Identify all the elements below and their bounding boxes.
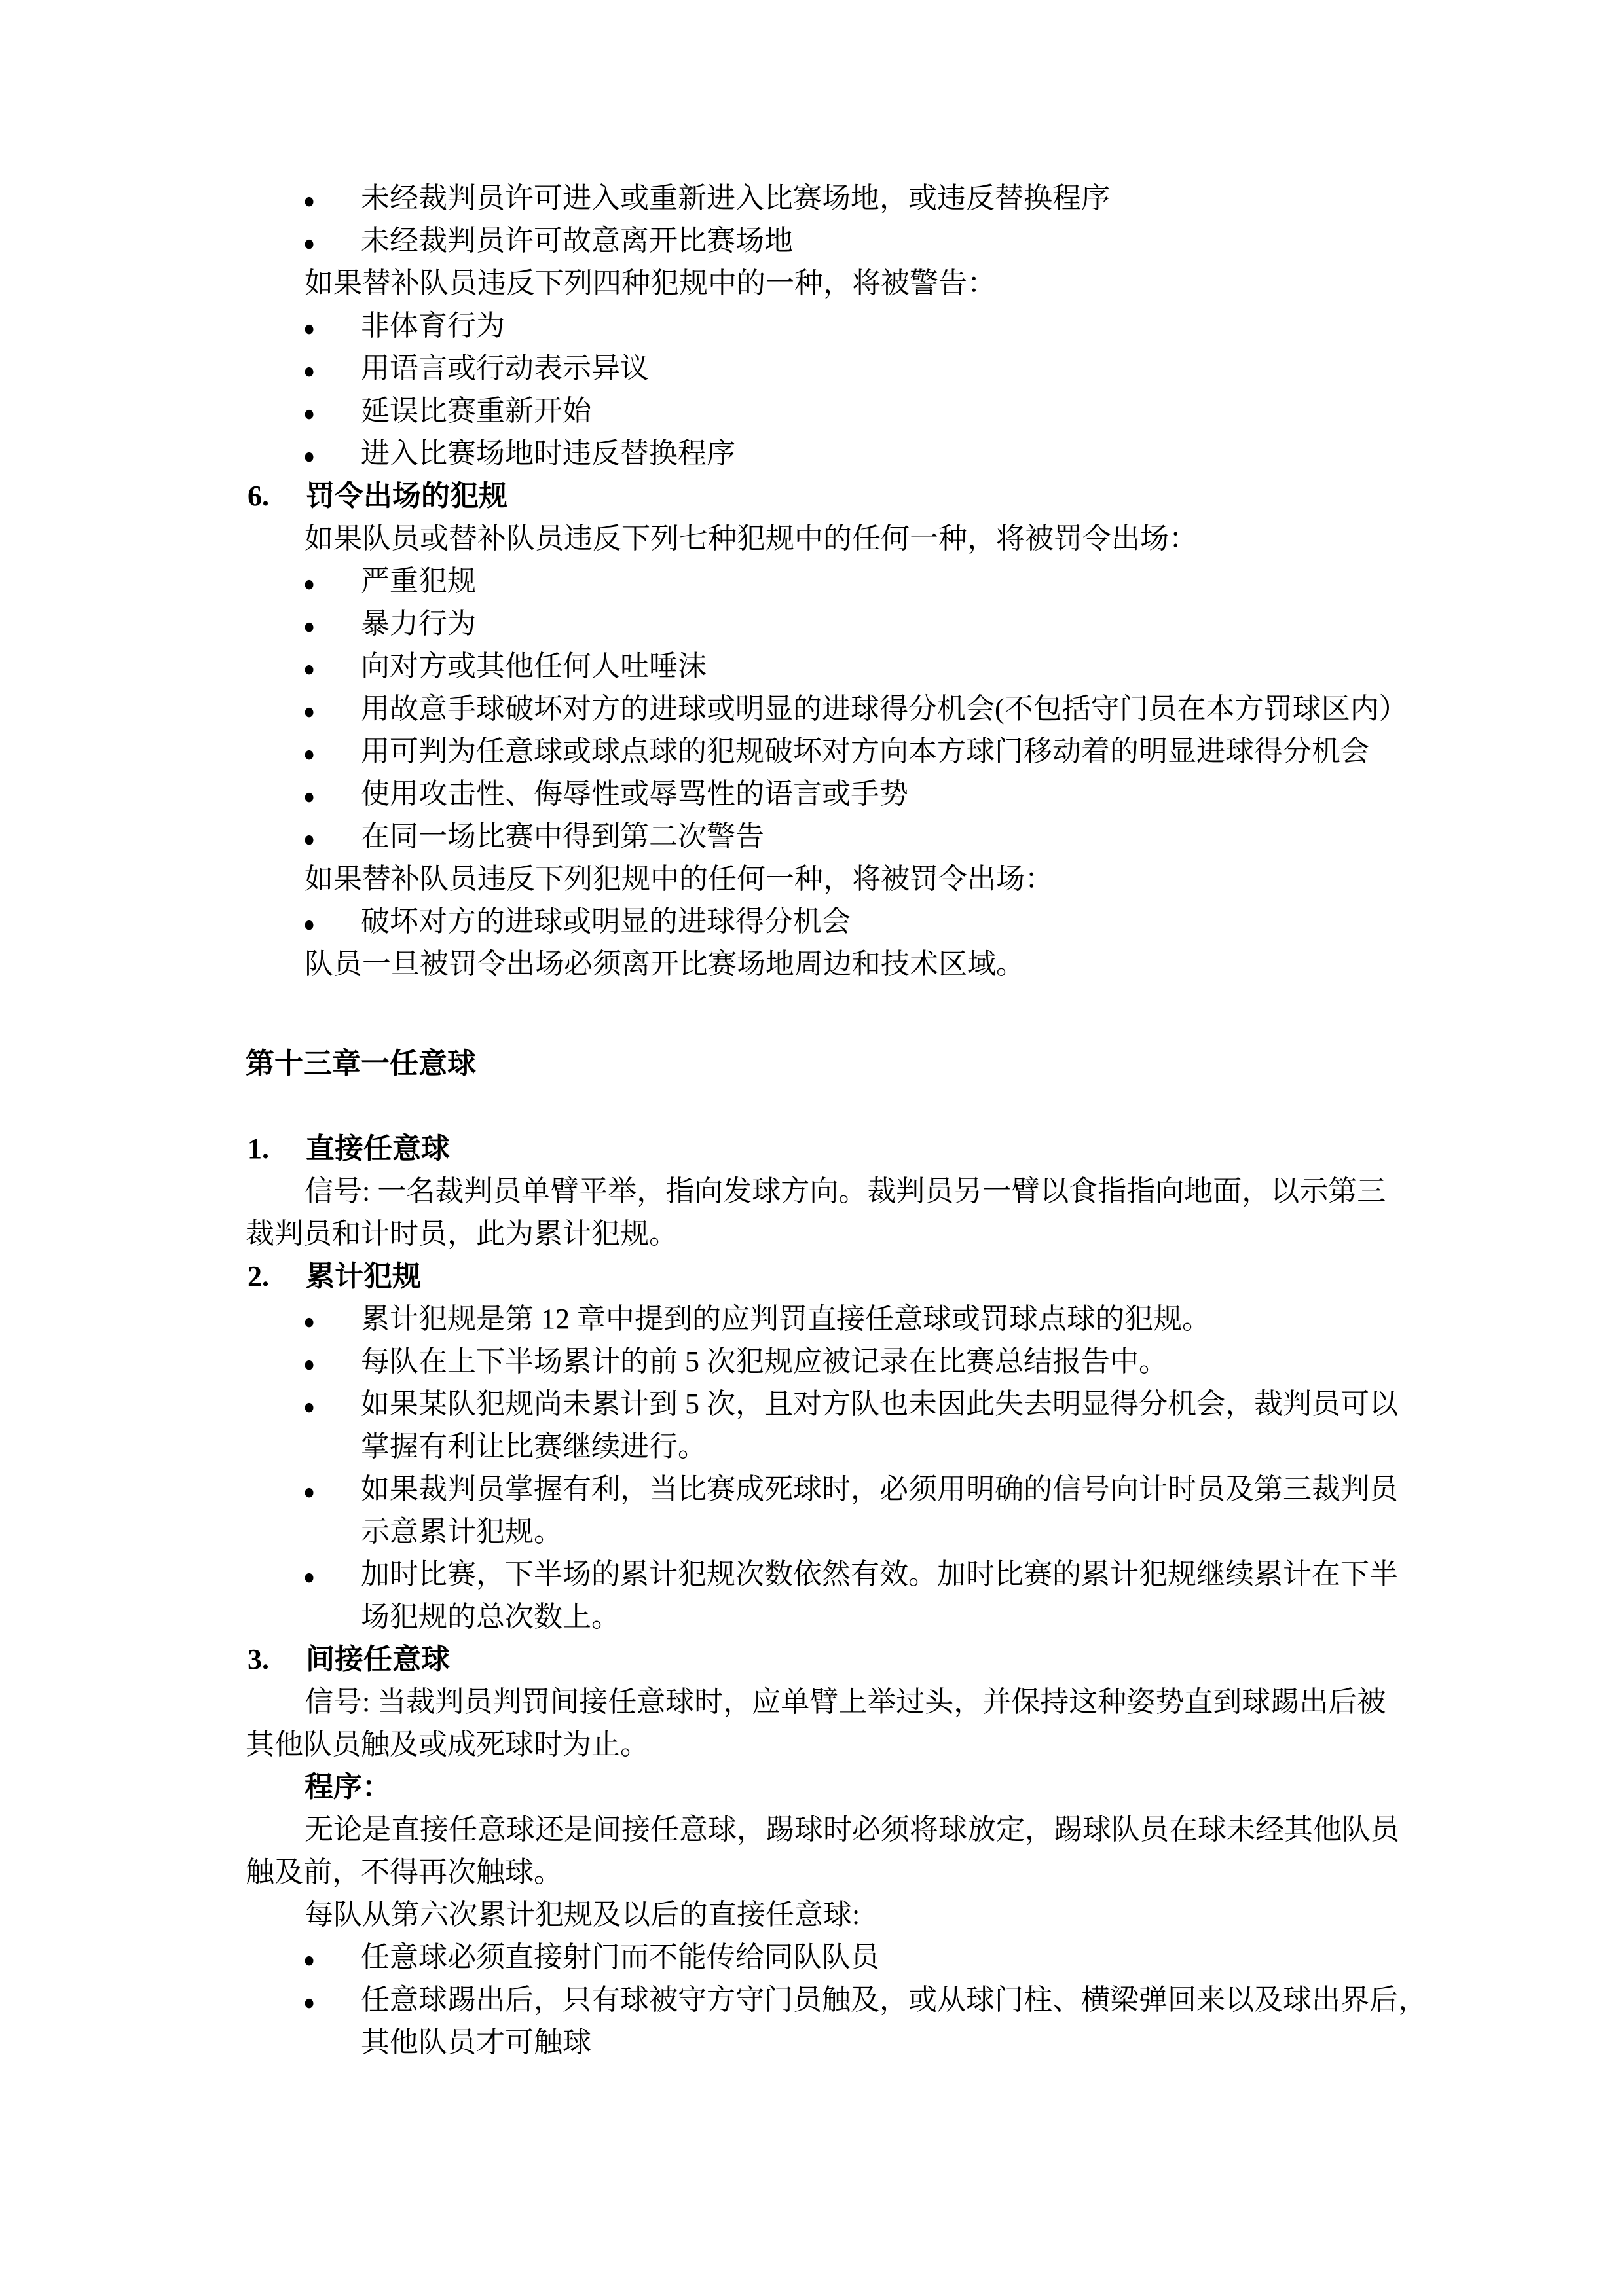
- line-text: 破坏对方的进球或明显的进球得分机会: [361, 905, 851, 938]
- paragraph-continuation-line: [0, 1851, 1624, 1893]
- bold-paragraph-line: [0, 1766, 1624, 1808]
- bullet-continuation-line: [0, 1595, 1624, 1638]
- line-text: 无论是直接任意球还是间接任意球，踢球时必须将球放定，踢球队员在球未经其他队员: [304, 1813, 1399, 1846]
- bullet-icon: ●: [303, 359, 316, 384]
- line-text: 如果裁判员掌握有利，当比赛成死球时，必须用明确的信号向计时员及第三裁判员: [361, 1473, 1398, 1505]
- heading-text: 直接任意球: [306, 1133, 450, 1165]
- paragraph-continuation-line: [0, 1723, 1624, 1766]
- line-text: 裁判员和计时员，此为累计犯规。: [246, 1218, 678, 1250]
- paragraph-line: [0, 517, 1624, 560]
- line-text: 在同一场比赛中得到第二次警告: [361, 820, 764, 852]
- bullet-continuation-line: [0, 1425, 1624, 1468]
- line-text: 如果队员或替补队员违反下列七种犯规中的任何一种，将被罚令出场：: [304, 522, 1198, 555]
- blank-line: [0, 985, 1624, 1028]
- bullet-line: [0, 304, 1624, 347]
- line-text: 其他队员才可触球: [361, 2026, 591, 2058]
- heading-text: 罚令出场的犯规: [306, 480, 507, 512]
- bullet-icon: ●: [303, 1990, 316, 2015]
- list-number: 1.: [248, 1133, 269, 1165]
- bullet-continuation-line: [0, 1510, 1624, 1553]
- numbered-heading-line: [0, 1255, 1624, 1298]
- line-text: 如果某队犯规尚未累计到 5 次，且对方队也未因此失去明显得分机会，裁判员可以: [361, 1388, 1398, 1420]
- bullet-icon: ●: [303, 699, 316, 724]
- bullet-line: [0, 730, 1624, 773]
- list-number: 2.: [248, 1260, 269, 1292]
- bullet-line: [0, 900, 1624, 943]
- paragraph-line: [0, 858, 1624, 900]
- paragraph-line: [0, 1681, 1624, 1723]
- bullet-line: [0, 602, 1624, 645]
- line-text: 其他队员触及或成死球时为止。: [246, 1728, 649, 1760]
- line-text: 每队在上下半场累计的前 5 次犯规应被记录在比赛总结报告中。: [361, 1345, 1168, 1377]
- line-text: 暴力行为: [361, 608, 476, 640]
- paragraph-line: [0, 262, 1624, 304]
- numbered-heading-line: [0, 1127, 1624, 1170]
- line-text: 累计犯规是第 12 章中提到的应判罚直接任意球或罚球点球的犯规。: [361, 1303, 1211, 1335]
- line-text: 示意累计犯规。: [361, 1516, 563, 1548]
- line-text: 第十三章一任意球: [246, 1048, 476, 1080]
- bullet-icon: ●: [303, 1565, 316, 1590]
- bullet-icon: ●: [303, 912, 316, 937]
- line-text: 触及前，不得再次触球。: [246, 1856, 563, 1888]
- bullet-line: [0, 815, 1624, 858]
- bullet-icon: ●: [303, 1948, 316, 1973]
- bullet-line: [0, 347, 1624, 390]
- bullet-icon: ●: [303, 231, 316, 256]
- numbered-heading-line: [0, 1638, 1624, 1681]
- bullet-icon: ●: [303, 1480, 316, 1504]
- chapter-heading-line: [0, 1042, 1624, 1085]
- bullet-line: [0, 1936, 1624, 1978]
- bullet-line: [0, 219, 1624, 262]
- paragraph-line: [0, 1808, 1624, 1851]
- bullet-icon: ●: [303, 401, 316, 426]
- bullet-line: [0, 773, 1624, 815]
- bullet-icon: ●: [303, 444, 316, 469]
- line-text: 用可判为任意球或球点球的犯规破坏对方向本方球门移动着的明显进球得分机会: [361, 735, 1369, 767]
- bullet-icon: ●: [303, 572, 316, 596]
- bullet-line: [0, 1298, 1624, 1340]
- line-text: 如果替补队员违反下列犯规中的任何一种，将被罚令出场：: [304, 863, 1054, 895]
- line-text: 非体育行为: [361, 310, 505, 342]
- bullet-line: [0, 1340, 1624, 1383]
- bullet-icon: ●: [303, 1352, 316, 1377]
- bullet-line: [0, 390, 1624, 432]
- paragraph-line: [0, 1170, 1624, 1212]
- line-text: 使用攻击性、侮辱性或辱骂性的语言或手势: [361, 778, 908, 810]
- bullet-icon: ●: [303, 1394, 316, 1419]
- bullet-icon: ●: [303, 827, 316, 852]
- line-text: 未经裁判员许可进入或重新进入比赛场地，或违反替换程序: [361, 182, 1110, 214]
- bullet-icon: ●: [303, 316, 316, 341]
- bullet-icon: ●: [303, 742, 316, 767]
- line-text: 任意球踢出后，只有球被守方守门员触及，或从球门柱、横梁弹回来以及球出界后，: [361, 1984, 1427, 2016]
- line-text: 信号: 当裁判员判罚间接任意球时，应单臂上举过头，并保持这种姿势直到球踢出后被: [304, 1686, 1386, 1718]
- bullet-icon: ●: [303, 784, 316, 809]
- line-text: 用语言或行动表示异议: [361, 352, 649, 384]
- bullet-line: [0, 177, 1624, 219]
- line-text: 信号: 一名裁判员单臂平举，指向发球方向。裁判员另一臂以食指指向地面，以示第三: [304, 1175, 1386, 1207]
- bullet-icon: ●: [303, 189, 316, 213]
- list-number: 6.: [248, 480, 269, 512]
- numbered-heading-line: [0, 475, 1624, 517]
- bullet-icon: ●: [303, 1309, 316, 1334]
- line-text: 程序：: [304, 1771, 391, 1803]
- bullet-line: [0, 645, 1624, 687]
- line-text: 队员一旦被罚令出场必须离开比赛场地周边和技术区域。: [304, 948, 1025, 980]
- line-text: 进入比赛场地时违反替换程序: [361, 437, 735, 469]
- bullet-line: [0, 560, 1624, 602]
- bullet-line: [0, 1978, 1624, 2021]
- bullet-line: [0, 1553, 1624, 1595]
- bullet-icon: ●: [303, 657, 316, 682]
- line-text: 加时比赛，下半场的累计犯规次数依然有效。加时比赛的累计犯规继续累计在下半: [361, 1558, 1398, 1590]
- line-text: 用故意手球破坏对方的进球或明显的进球得分机会(不包括守门员在本方罚球区内）: [361, 693, 1408, 725]
- line-text: 向对方或其他任何人吐唾沫: [361, 650, 707, 682]
- bullet-icon: ●: [303, 614, 316, 639]
- paragraph-line: [0, 1893, 1624, 1936]
- line-text: 掌握有利让比赛继续进行。: [361, 1430, 707, 1463]
- paragraph-continuation-line: [0, 1212, 1624, 1255]
- heading-text: 累计犯规: [306, 1260, 421, 1292]
- line-text: 延误比赛重新开始: [361, 395, 591, 427]
- line-text: 严重犯规: [361, 565, 476, 597]
- list-number: 3.: [248, 1643, 269, 1675]
- blank-line: [0, 1085, 1624, 1127]
- bullet-continuation-line: [0, 2021, 1624, 2064]
- line-text: 场犯规的总次数上。: [361, 1601, 620, 1633]
- line-text: 任意球必须直接射门而不能传给同队队员: [361, 1941, 879, 1973]
- line-text: 如果替补队员违反下列四种犯规中的一种，将被警告：: [304, 267, 996, 299]
- bullet-line: [0, 1383, 1624, 1425]
- bullet-line: [0, 432, 1624, 475]
- line-text: 每队从第六次累计犯规及以后的直接任意球:: [304, 1899, 860, 1931]
- bullet-line: [0, 687, 1624, 730]
- line-text: 未经裁判员许可故意离开比赛场地: [361, 225, 793, 257]
- bullet-line: [0, 1468, 1624, 1510]
- heading-text: 间接任意球: [306, 1643, 450, 1675]
- paragraph-line: [0, 943, 1624, 985]
